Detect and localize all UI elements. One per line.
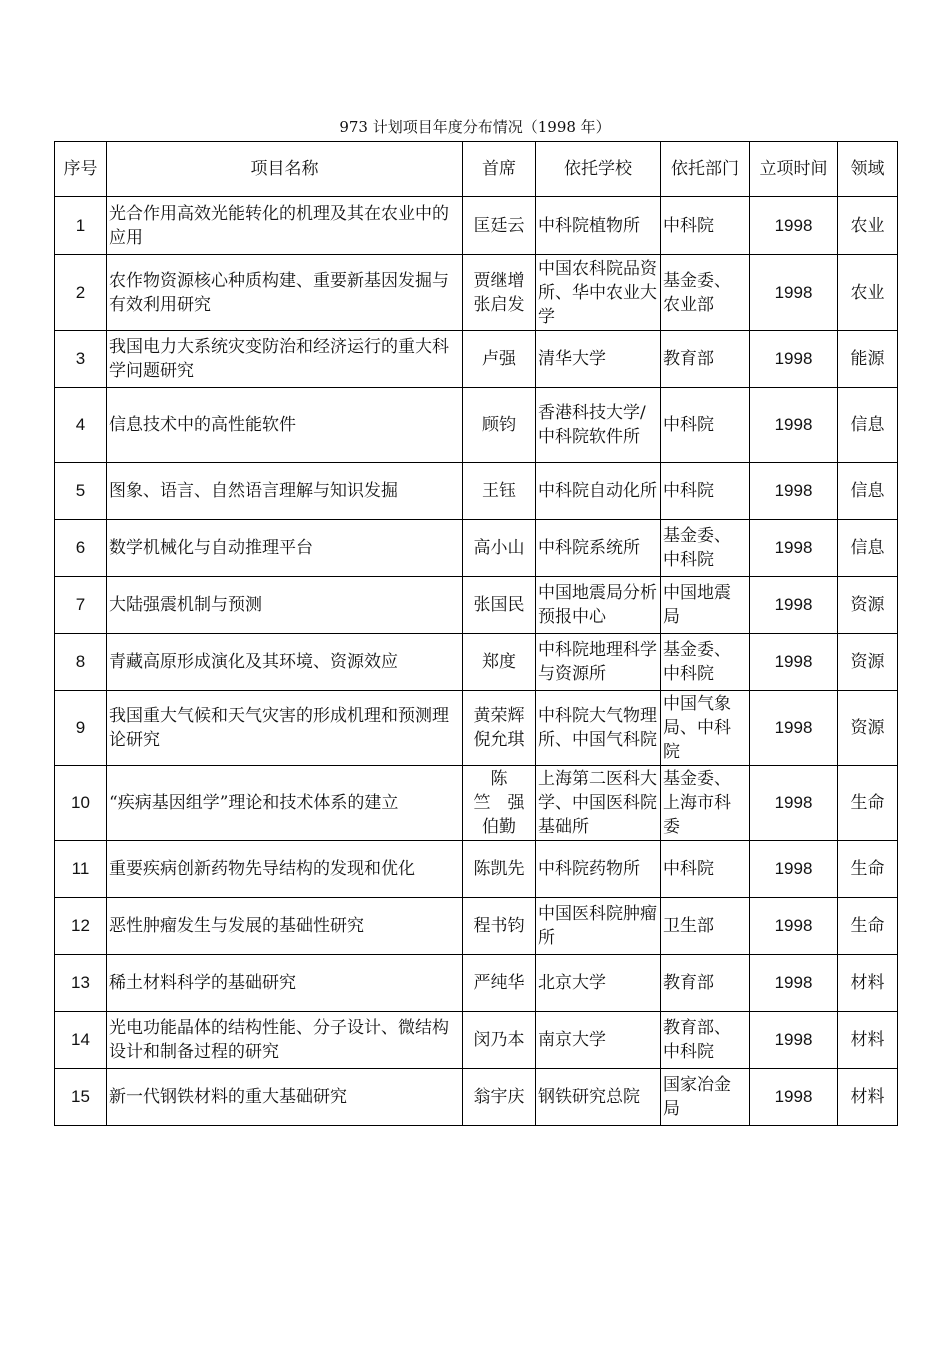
table-row	[55, 520, 898, 577]
cell-project-name: 数学机械化与自动推理平台	[107, 520, 463, 577]
cell-department: 中科院	[661, 388, 750, 463]
cell-department: 基金委、农业部	[661, 255, 750, 331]
cell-project-name: 光电功能晶体的结构性能、分子设计、微结构设计和制备过程的研究	[107, 1012, 463, 1069]
cell-year: 1998	[750, 577, 838, 634]
cell-year: 1998	[750, 331, 838, 388]
cell-project-name: 光合作用高效光能转化的机理及其在农业中的应用	[107, 197, 463, 255]
cell-no: 10	[55, 766, 107, 841]
cell-year: 1998	[750, 388, 838, 463]
header-year: 立项时间	[750, 142, 838, 197]
cell-chief: 程书钧	[463, 898, 536, 955]
cell-school: 清华大学	[536, 331, 661, 388]
table-row	[55, 766, 898, 841]
cell-field: 资源	[838, 691, 898, 766]
table-header-row	[55, 142, 898, 197]
cell-field: 信息	[838, 463, 898, 520]
table-row	[55, 841, 898, 898]
cell-project-name: 农作物资源核心种质构建、重要新基因发掘与有效利用研究	[107, 255, 463, 331]
table-row	[55, 1069, 898, 1126]
cell-project-name: 我国电力大系统灾变防治和经济运行的重大科学问题研究	[107, 331, 463, 388]
cell-field: 材料	[838, 955, 898, 1012]
cell-no: 7	[55, 577, 107, 634]
project-table	[54, 141, 898, 1126]
cell-year: 1998	[750, 1069, 838, 1126]
table-row	[55, 1012, 898, 1069]
table-row	[55, 197, 898, 255]
cell-field: 农业	[838, 197, 898, 255]
cell-chief: 陈凯先	[463, 841, 536, 898]
cell-field: 信息	[838, 388, 898, 463]
cell-year: 1998	[750, 841, 838, 898]
table-row	[55, 691, 898, 766]
cell-year: 1998	[750, 766, 838, 841]
cell-school: 中国农科院品资所、华中农业大学	[536, 255, 661, 331]
cell-project-name: 稀土材料科学的基础研究	[107, 955, 463, 1012]
cell-department: 基金委、上海市科委	[661, 766, 750, 841]
cell-department: 教育部	[661, 331, 750, 388]
cell-field: 材料	[838, 1012, 898, 1069]
cell-chief: 郑度	[463, 634, 536, 691]
cell-field: 能源	[838, 331, 898, 388]
cell-no: 2	[55, 255, 107, 331]
cell-school: 中国地震局分析预报中心	[536, 577, 661, 634]
cell-department: 卫生部	[661, 898, 750, 955]
cell-school: 上海第二医科大学、中国医科院基础所	[536, 766, 661, 841]
cell-chief: 贾继增 张启发	[463, 255, 536, 331]
cell-project-name: “疾病基因组学”理论和技术体系的建立	[107, 766, 463, 841]
cell-no: 9	[55, 691, 107, 766]
cell-year: 1998	[750, 1012, 838, 1069]
cell-year: 1998	[750, 955, 838, 1012]
cell-no: 4	[55, 388, 107, 463]
cell-department: 中科院	[661, 841, 750, 898]
cell-department: 中科院	[661, 463, 750, 520]
cell-no: 13	[55, 955, 107, 1012]
cell-chief: 翁宇庆	[463, 1069, 536, 1126]
header-field: 领域	[838, 142, 898, 197]
cell-project-name: 新一代钢铁材料的重大基础研究	[107, 1069, 463, 1126]
cell-school: 钢铁研究总院	[536, 1069, 661, 1126]
cell-chief: 王钰	[463, 463, 536, 520]
cell-no: 11	[55, 841, 107, 898]
cell-chief: 陈 竺 强 伯勤	[463, 766, 536, 841]
cell-department: 教育部、中科院	[661, 1012, 750, 1069]
cell-field: 资源	[838, 577, 898, 634]
cell-field: 生命	[838, 898, 898, 955]
cell-chief: 闵乃本	[463, 1012, 536, 1069]
table-body	[55, 197, 898, 1126]
cell-chief: 匡廷云	[463, 197, 536, 255]
cell-project-name: 恶性肿瘤发生与发展的基础性研究	[107, 898, 463, 955]
table-row	[55, 634, 898, 691]
cell-no: 3	[55, 331, 107, 388]
cell-field: 农业	[838, 255, 898, 331]
cell-chief: 张国民	[463, 577, 536, 634]
cell-year: 1998	[750, 463, 838, 520]
cell-department: 中科院	[661, 197, 750, 255]
cell-project-name: 我国重大气候和天气灾害的形成机理和预测理论研究	[107, 691, 463, 766]
cell-year: 1998	[750, 197, 838, 255]
table-row	[55, 898, 898, 955]
cell-school: 中科院药物所	[536, 841, 661, 898]
cell-department: 基金委、中科院	[661, 634, 750, 691]
cell-project-name: 青藏高原形成演化及其环境、资源效应	[107, 634, 463, 691]
cell-chief: 顾钧	[463, 388, 536, 463]
cell-year: 1998	[750, 691, 838, 766]
cell-school: 北京大学	[536, 955, 661, 1012]
cell-project-name: 大陆强震机制与预测	[107, 577, 463, 634]
cell-field: 生命	[838, 766, 898, 841]
cell-no: 12	[55, 898, 107, 955]
header-school: 依托学校	[536, 142, 661, 197]
cell-no: 15	[55, 1069, 107, 1126]
cell-school: 中国医科院肿瘤所	[536, 898, 661, 955]
cell-department: 中国气象局、中科院	[661, 691, 750, 766]
header-department: 依托部门	[661, 142, 750, 197]
cell-year: 1998	[750, 634, 838, 691]
document-title: 973 计划项目年度分布情况（1998 年）	[339, 118, 611, 136]
cell-year: 1998	[750, 255, 838, 331]
cell-school: 中科院大气物理所、中国气科院	[536, 691, 661, 766]
header-chief: 首席	[463, 142, 536, 197]
cell-chief: 严纯华	[463, 955, 536, 1012]
cell-chief: 高小山	[463, 520, 536, 577]
cell-school: 中科院植物所	[536, 197, 661, 255]
table-row	[55, 955, 898, 1012]
header-no: 序号	[55, 142, 107, 197]
cell-chief: 黄荣辉 倪允琪	[463, 691, 536, 766]
cell-no: 5	[55, 463, 107, 520]
cell-year: 1998	[750, 520, 838, 577]
cell-field: 生命	[838, 841, 898, 898]
cell-school: 南京大学	[536, 1012, 661, 1069]
cell-department: 教育部	[661, 955, 750, 1012]
cell-field: 信息	[838, 520, 898, 577]
cell-project-name: 信息技术中的高性能软件	[107, 388, 463, 463]
cell-project-name: 重要疾病创新药物先导结构的发现和优化	[107, 841, 463, 898]
cell-no: 8	[55, 634, 107, 691]
cell-school: 中科院自动化所	[536, 463, 661, 520]
cell-department: 基金委、中科院	[661, 520, 750, 577]
table-row	[55, 388, 898, 463]
cell-chief: 卢强	[463, 331, 536, 388]
cell-school: 中科院地理科学与资源所	[536, 634, 661, 691]
cell-field: 资源	[838, 634, 898, 691]
cell-no: 14	[55, 1012, 107, 1069]
cell-year: 1998	[750, 898, 838, 955]
cell-field: 材料	[838, 1069, 898, 1126]
table-row	[55, 577, 898, 634]
table-row	[55, 331, 898, 388]
cell-no: 6	[55, 520, 107, 577]
cell-department: 国家冶金局	[661, 1069, 750, 1126]
cell-project-name: 图象、语言、自然语言理解与知识发掘	[107, 463, 463, 520]
cell-no: 1	[55, 197, 107, 255]
header-project-name: 项目名称	[107, 142, 463, 197]
table-row	[55, 463, 898, 520]
cell-department: 中国地震局	[661, 577, 750, 634]
cell-school: 中科院系统所	[536, 520, 661, 577]
cell-school: 香港科技大学/中科院软件所	[536, 388, 661, 463]
table-row	[55, 255, 898, 331]
